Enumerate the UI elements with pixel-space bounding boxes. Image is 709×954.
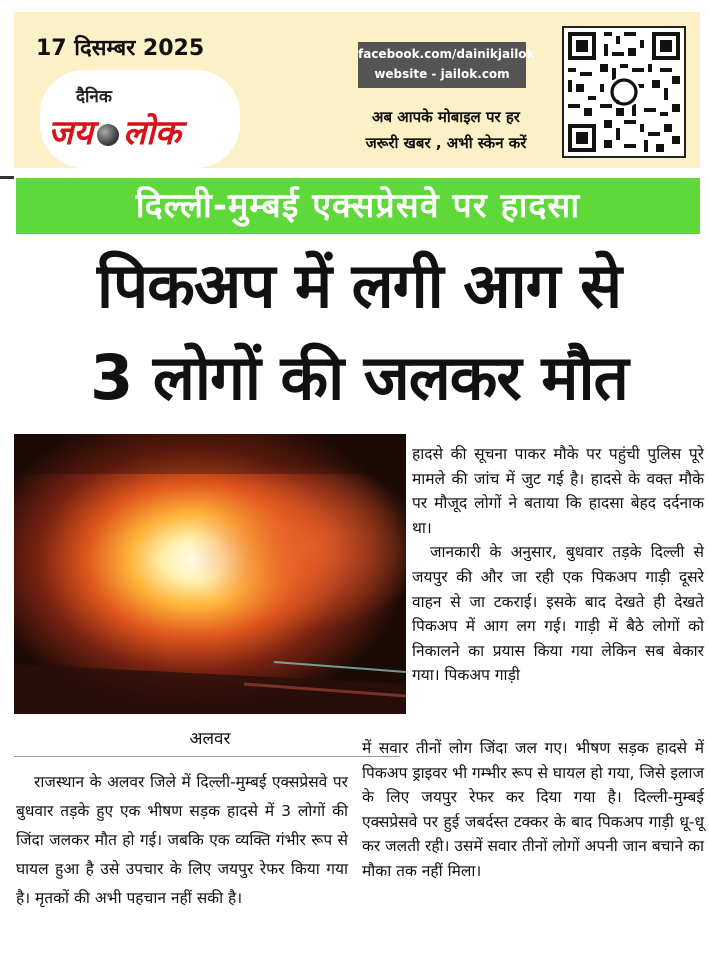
facebook-link[interactable]: facebook.com/dainikjailok: [358, 47, 535, 61]
logo-word-lok: लोक: [122, 113, 181, 153]
article-intro: राजस्थान के अलवर जिले में दिल्ली-मुम्बई एक्सप्रेसवे पर बुधवार तड़के हुए एक भीषण सड़क हादसे में 3 लोगों की जिंदा जलकर मौत हो गई। जबकि एक व्यक्ति गंभीर रूप से घायल हुआ है उसे उपचार के लिए जयपुर रेफर किया गया है। मृतकों की अभी पहचान नहीं सकी है।: [16, 773, 348, 907]
website-link[interactable]: website - jailok.com: [374, 67, 510, 81]
logo-wordmark: [48, 108, 181, 154]
paragraph-details: जानकारी के अनुसार, बुधवार तड़के दिल्ली से जयपुर की और जा रही एक पिकअप गाड़ी दूसरे वाहन से जा टकराई। इसके बाद देखते ही देखते पिकअप में आग लग गई। गाड़ी में बैठे लोगों को निकालने का प्रयास किया गया लेकिन सब बेकार गया। पिकअप गाड़ी: [412, 543, 704, 685]
tagline-line-2: जरूरी खबर , अभी स्केन करें: [365, 134, 527, 152]
issue-date: 17 दिसम्बर 2025: [36, 36, 205, 61]
logo-word-jay: जय: [48, 113, 93, 153]
article-right-column: [412, 442, 704, 688]
article-kicker: दिल्ली-मुम्बई एक्सप्रेसवे पर हादसा: [16, 178, 700, 234]
dateline: अलवर: [189, 729, 231, 749]
headline-line-1: पिकअप में लगी आग से: [96, 249, 622, 322]
article-continuation-column: [362, 736, 704, 883]
paragraph-continuation: में सवार तीनों लोग जिंदा जल गए। भीषण सड़क हादसे में पिकअप ड्राइवर भी गम्भीर रूप से घायल हो गया, जिसे इलाज के लिए जयपुर रेफर कर दिया गया है। दिल्ली-मुम्बई एक्सप्रेसवे पर हुई जबर्दस्त टक्कर के बाद पिकअप गाड़ी धू-धू कर जलती रही। उसमें सवार तीनों लोगों अपनी जान बचाने का मौका तक नहीं मिला।: [362, 739, 704, 880]
tagline-line-1: अब आपके मोबाइल पर हर: [372, 108, 520, 126]
qr-code[interactable]: [562, 26, 686, 158]
article-headline: [14, 240, 704, 424]
scan-tagline: [358, 104, 534, 156]
masthead: [14, 12, 700, 168]
newspaper-logo: [40, 70, 240, 168]
masthead-rule: [0, 176, 14, 189]
headline-line-2: 3 लोगों की जलकर मौत: [90, 341, 628, 414]
fire-photo: [14, 434, 406, 714]
dateline-divider: [14, 756, 400, 757]
logo-prefix: दैनिक: [76, 87, 112, 107]
paragraph-police: हादसे की सूचना पाकर मौके पर पहुंची पुलिस पूरे मामले की जांच में जुट गई है। हादसे के वक्त मौके पर मौजूद लोगों ने बताया कि हादसा बेहद दर्दनाक था।: [412, 445, 704, 537]
social-links-box: [358, 42, 535, 88]
globe-icon: [97, 124, 119, 146]
article-intro-column: [16, 768, 348, 913]
